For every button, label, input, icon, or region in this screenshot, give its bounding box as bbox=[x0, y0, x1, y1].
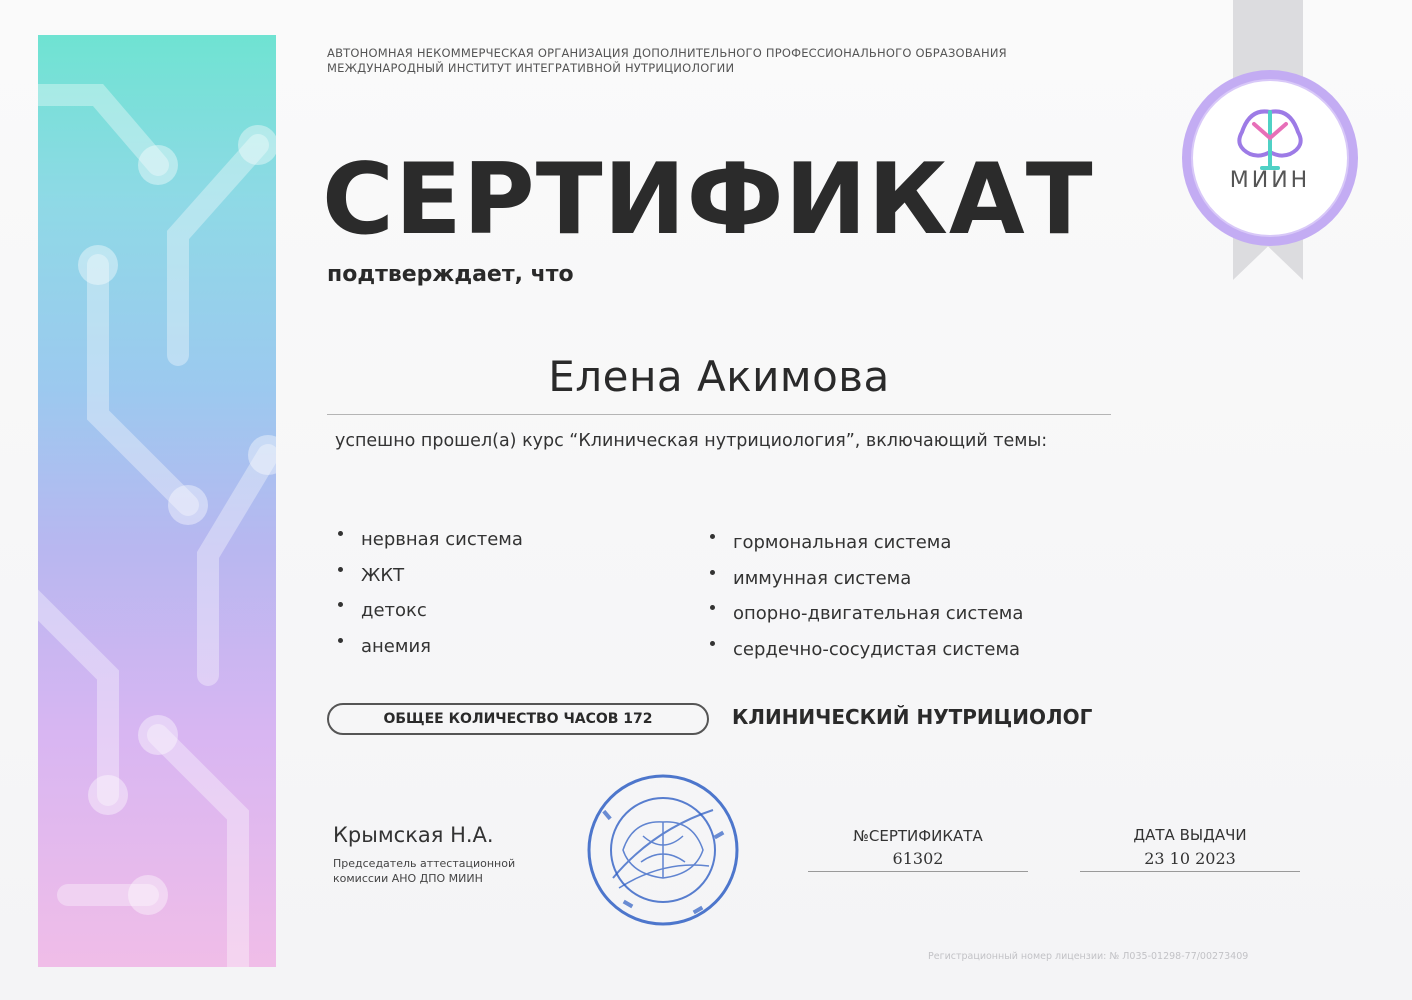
total-hours-badge: ОБЩЕЕ КОЛИЧЕСТВО ЧАСОВ 172 bbox=[327, 703, 709, 735]
bullet-icon bbox=[710, 570, 715, 575]
official-stamp-icon bbox=[583, 770, 743, 930]
bullet-icon bbox=[338, 531, 343, 536]
circuit-pattern-icon bbox=[38, 35, 276, 967]
bullet-icon bbox=[338, 567, 343, 572]
certificate-number-line bbox=[808, 871, 1028, 872]
confirms-text: подтверждает, что bbox=[327, 262, 574, 287]
decorative-gradient-panel bbox=[38, 35, 276, 967]
bullet-icon bbox=[338, 602, 343, 607]
list-item: детокс bbox=[338, 598, 523, 634]
signer-name: Крымская Н.А. bbox=[333, 823, 494, 847]
bullet-icon bbox=[710, 641, 715, 646]
bullet-icon bbox=[710, 605, 715, 610]
bullet-icon bbox=[338, 638, 343, 643]
miin-logo-badge-icon bbox=[1180, 68, 1360, 248]
list-item: ЖКТ bbox=[338, 563, 523, 599]
organization-name bbox=[327, 46, 1007, 76]
list-item: иммунная система bbox=[710, 566, 1023, 602]
course-description: успешно прошел(а) курс “Клиническая нутрициология”, включающий темы: bbox=[335, 431, 1048, 451]
license-number: Регистрационный номер лицензии: № Л035-01298-77/00273409 bbox=[928, 951, 1249, 962]
list-item: опорно-двигательная система bbox=[710, 601, 1023, 637]
list-item: нервная система bbox=[338, 527, 523, 563]
certificate-number-value: 61302 bbox=[892, 849, 944, 868]
signer-role: Председатель аттестационной комиссии АНО ДПО МИИН bbox=[333, 857, 516, 885]
certificate-number-label: №СЕРТИФИКАТА bbox=[853, 827, 983, 845]
list-item: гормональная система bbox=[710, 530, 1023, 566]
issue-date-value: 23 10 2023 bbox=[1144, 849, 1236, 868]
issue-date-label: ДАТА ВЫДАЧИ bbox=[1133, 826, 1247, 844]
certificate-title: СЕРТИФИКАТ bbox=[322, 143, 1094, 257]
list-item: сердечно-сосудистая система bbox=[710, 637, 1023, 673]
list-item: анемия bbox=[338, 634, 523, 670]
topics-list-right bbox=[710, 530, 1023, 672]
recipient-name: Елена Акимова bbox=[548, 352, 890, 401]
qualification-title: КЛИНИЧЕСКИЙ НУТРИЦИОЛОГ bbox=[732, 705, 1093, 729]
organization-line-2: МЕЖДУНАРОДНЫЙ ИНСТИТУТ ИНТЕГРАТИВНОЙ НУТРИЦИОЛОГИИ bbox=[327, 61, 735, 75]
name-underline bbox=[327, 414, 1111, 415]
badge-label: МИИН bbox=[1229, 168, 1311, 193]
bullet-icon bbox=[710, 534, 715, 539]
topics-list-left bbox=[338, 527, 523, 669]
issue-date-line bbox=[1080, 871, 1300, 872]
organization-line-1: АВТОНОМНАЯ НЕКОММЕРЧЕСКАЯ ОРГАНИЗАЦИЯ ДОПОЛНИТЕЛЬНОГО ПРОФЕССИОНАЛЬНОГО ОБРАЗОВАНИЯ bbox=[327, 46, 1007, 60]
